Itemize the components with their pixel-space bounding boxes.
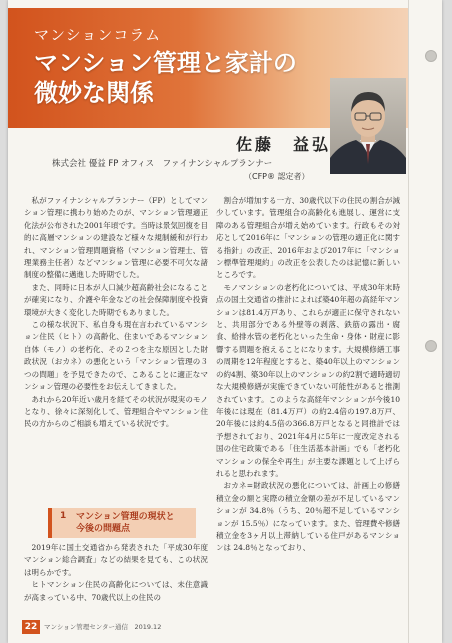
- left-column-continued: [24, 542, 208, 604]
- author-photo: [330, 78, 406, 174]
- publication-name: マンション管理センター通信 2019.12: [44, 623, 162, 631]
- paragraph: 私がファイナンシャルプランナー（FP）としてマンション管理に携わり始めたのが、マンション管理適正化法が公布された2001年頃です。当時は景気回復を目的に高層マンションの建設など様々な規制緩和が行われ、マンション管理問題資格（マンション管理士、管理業務主任者）などマンション管理に必要不可欠な諸制度の整備に邁進した時期でした。: [24, 196, 208, 280]
- paragraph: 割合が増加する一方、30歳代以下の住民の割合が減少しています。管理組合の高齢化も進展し、運営に支障のある管理組合が増え始めています。行政もその対応として2016年に「マンションの管理の適正化に関する指針」の改正、2016年および2017年に「マンション標準管理規約」の改正を公表したのは記憶に新しいところです。: [216, 196, 400, 280]
- margin-rule: [408, 0, 409, 643]
- punch-hole: [425, 50, 437, 62]
- article-title: [34, 48, 297, 108]
- section-heading: [48, 508, 196, 538]
- paragraph: また、同時に日本が人口減少超高齢社会になることが確実になり、介護や年金などの社会保障制度や投資環境が大きく変化した時期でもありました。: [24, 282, 208, 317]
- paragraph: 2019年に国土交通省から発表された「平成30年度マンション総合調査」などの結果を見ても、この状況は明らかです。: [24, 543, 208, 577]
- page-number: 22: [22, 620, 40, 634]
- paragraph: あれから20年近い歳月を経てその状況が現実のモノとなり、徐々に深刻化して、管理組合やマンション住民の方からのご相談も増えている状況です。: [24, 394, 208, 429]
- title-line-2: 微妙な関係: [34, 79, 154, 107]
- paragraph: ヒトマンション住民の高齢化については、未住意識が高まっている中、70歳代以上の住民の: [24, 580, 208, 602]
- punch-hole: [425, 340, 437, 352]
- column-kicker: マンションコラム: [34, 26, 162, 44]
- section-title: マンション管理の現状と 今後の問題点: [76, 512, 175, 534]
- document-page: [8, 0, 442, 643]
- section-number: 1: [60, 511, 67, 521]
- paragraph: モノマンションの老朽化については、平成30年末時点の国土交通省の推計によれば築40年超の高経年マンションは81.4万戸あり、これらが適正に保守されないと、共用部分である外壁等の剥落、鉄筋の露出・腐食、給排水管の老朽化といった生命・身体・財産に影響する問題を抱えることになります。大規模修繕工事の周期を12年程度とすると、築40年以上のマンションの約4割、築30年以上のマンションの約2割で適時適切な大規模修繕が実施できていない可能性があると推測されています。このような高経年マンションが今後10年後には現在（81.4万戸）の約2.4倍の197.8万戸、20年後には約4.5倍の366.8万戸となると同推計では予想されており、2021年4月に5年に一度改定される国の住宅政策である「住生活基本計画」でも「老朽化マンションの保全や再生」が主要な課題として上げられると思われます。: [216, 282, 400, 478]
- author-certification: （CFP® 認定者）: [244, 172, 310, 181]
- right-column: [216, 195, 400, 555]
- title-line-1: マンション管理と家計の: [34, 49, 297, 77]
- author-affiliation: 株式会社 優益 FP オフィス ファイナンシャルプランナー: [52, 159, 273, 169]
- paragraph: おカネ=財政状況の悪化については、計画上の修繕積立金の額と実際の積立金額の差が不足しているマンションが 34.8％（うち、20％超不足しているマンションが 15.5％）になっています。また、管理費や修繕積立金を3ヶ月以上滞納している住戸があるマンションは 24.8％となっており、: [216, 481, 400, 553]
- paragraph: この様な状況下、私自身も現在言われているマンション住民（ヒト）の高齢化、住まいであるマンション自体（モノ）の老朽化、その２つを主な原因とした財政状況（おカネ）の悪化という「マンション管理の３つの問題」を予見できたので、こあることに適正なマンション管理の必要性をお伝えしてきました。: [24, 320, 208, 392]
- author-name: 佐藤 益弘: [236, 135, 332, 154]
- author-portrait-icon: [330, 78, 406, 174]
- left-column: [24, 195, 208, 431]
